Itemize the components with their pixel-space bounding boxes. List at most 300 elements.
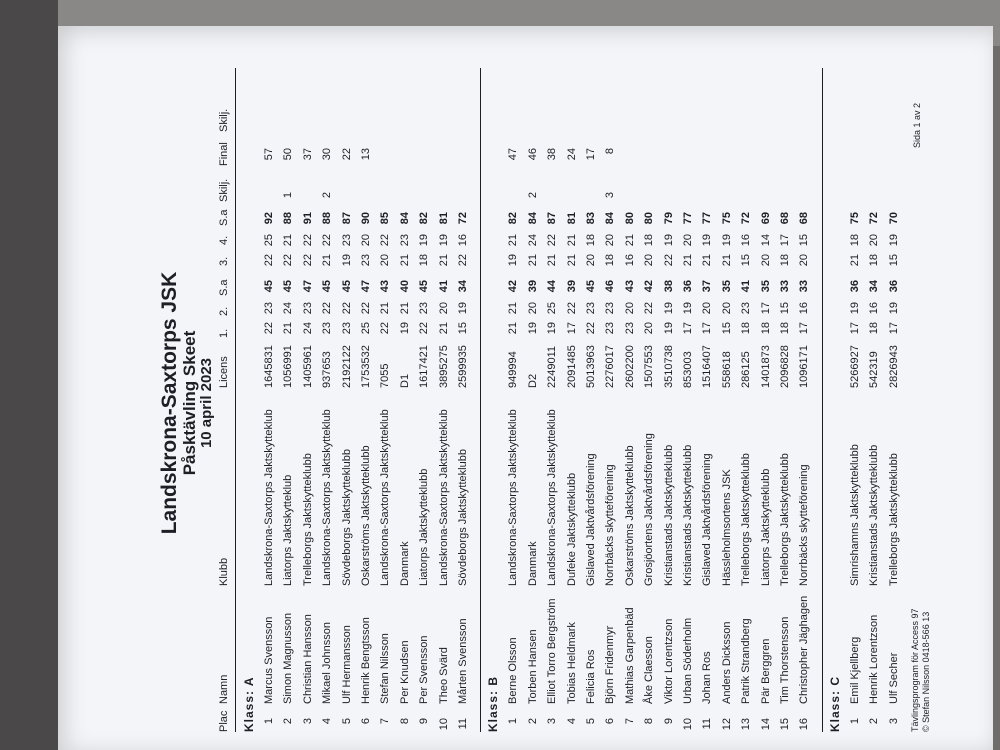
result-row: [263, 58, 282, 748]
cell-r3: 22: [457, 254, 469, 267]
cell-r2: 16: [798, 302, 811, 315]
cell-skilj: 2: [526, 192, 539, 199]
cell-klubb: Dufeke Jaktskytteklubb: [565, 472, 578, 586]
cell-r1: 23: [623, 322, 636, 335]
result-row: [779, 58, 798, 748]
cell-licens: 2826943: [887, 345, 900, 388]
cell-namn: Ulf Secher: [887, 652, 900, 704]
cell-r3: 22: [662, 254, 675, 267]
cell-sa1: 45: [321, 280, 334, 293]
cell-r1: 19: [662, 322, 675, 335]
footer-copyright: © Stefan Nilsson 0418-566 13: [921, 611, 931, 732]
cell-klubb: Norrbäcks skytteförening: [604, 464, 617, 586]
cell-plac: 10: [682, 718, 694, 731]
cell-plac: 2: [868, 718, 881, 725]
cell-r1: 25: [360, 322, 372, 335]
result-row: [282, 58, 301, 748]
cell-sa2: 81: [437, 212, 450, 225]
cell-skilj: 2: [321, 192, 334, 199]
cell-r3: 21: [682, 254, 694, 267]
cell-r4: 16: [740, 234, 753, 247]
cell-r1: 22: [585, 322, 597, 335]
cell-r3: 20: [643, 254, 656, 267]
cell-sa2: 77: [682, 212, 694, 225]
cell-r2: 23: [263, 302, 275, 315]
result-row: [507, 58, 526, 748]
cell-r2: 25: [546, 302, 559, 315]
cell-plac: 2: [526, 718, 539, 725]
cell-sa2: 77: [701, 212, 714, 225]
cell-sa1: 34: [457, 280, 469, 293]
cell-final: 8: [604, 148, 617, 155]
cell-plac: 3: [887, 718, 900, 725]
cell-sa2: 88: [282, 212, 295, 225]
class-heading: Klass: C: [827, 675, 842, 732]
cell-namn: Johan Ros: [701, 651, 714, 704]
cell-r2: 22: [643, 302, 656, 315]
cell-sa1: 38: [662, 280, 675, 293]
cell-klubb: Oskarströms Jaktskytteklubb: [623, 445, 636, 586]
cell-r3: 18: [604, 254, 617, 267]
cell-sa2: 80: [643, 212, 656, 225]
cell-licens: D1: [398, 373, 411, 388]
cell-r2: 22: [340, 302, 353, 315]
club-title: Landskrona-Saxtorps JSK: [158, 271, 181, 535]
result-row: [341, 58, 360, 748]
cell-sa1: 33: [798, 280, 811, 293]
cell-namn: Elliot Torro Bergström: [546, 598, 559, 704]
result-row: [527, 58, 546, 748]
cell-sa1: 36: [848, 280, 861, 293]
cell-plac: 11: [457, 718, 469, 730]
cell-r4: 20: [360, 234, 372, 247]
cell-r2: 17: [759, 302, 772, 315]
cell-r3: 21: [720, 254, 733, 267]
cell-r1: 21: [282, 322, 295, 335]
cell-licens: 5266927: [848, 345, 861, 388]
cell-namn: Berne Olsson: [507, 637, 520, 704]
cell-plac: 6: [360, 718, 372, 725]
cell-plac: 2: [282, 718, 295, 725]
col-r3: 3.: [218, 256, 230, 266]
cell-r2: 23: [604, 302, 617, 315]
cell-r4: 19: [720, 234, 733, 247]
result-row: [457, 58, 476, 748]
cell-r3: 21: [848, 254, 861, 267]
cell-skilj: 1: [282, 192, 295, 199]
cell-sa1: 45: [585, 280, 597, 293]
cell-r3: 19: [507, 254, 520, 267]
cell-sa1: 42: [507, 280, 520, 293]
cell-klubb: Trelleborgs Jaktskytteklubb: [301, 453, 314, 586]
cell-r3: 22: [263, 254, 275, 267]
cell-licens: 542319: [868, 351, 881, 388]
cell-r3: 21: [565, 254, 578, 267]
cell-klubb: Landskrona-Saxtorps Jaktskytteklub: [321, 409, 334, 586]
cell-r1: 18: [779, 322, 791, 335]
cell-sa2: 90: [360, 212, 372, 225]
result-row: [798, 58, 817, 748]
col-sa2: S.a: [218, 209, 230, 226]
cell-namn: Pär Berggren: [759, 638, 772, 704]
background-shadow: [0, 0, 58, 750]
cell-licens: 1507553: [643, 345, 656, 388]
cell-klubb: Sövdeborgs Jaktskytteklubb: [457, 449, 469, 586]
cell-licens: 1516407: [701, 345, 714, 388]
cell-r4: 21: [565, 234, 578, 247]
cell-plac: 9: [662, 718, 675, 725]
cell-namn: Torben Hansen: [526, 629, 539, 704]
cell-licens: 949994: [507, 351, 520, 388]
cell-r2: 20: [720, 302, 733, 315]
cell-sa1: 41: [740, 280, 753, 293]
result-row: [624, 58, 643, 748]
cell-plac: 1: [507, 718, 520, 725]
col-r4: 4.: [218, 235, 230, 245]
cell-sa2: 82: [418, 212, 431, 225]
result-row: [585, 58, 604, 748]
cell-klubb: Norrbäcks skytteförening: [798, 464, 811, 586]
header-rule: [235, 68, 236, 732]
cell-sa1: 37: [701, 280, 714, 293]
cell-r1: 19: [398, 322, 411, 335]
result-row: [643, 58, 662, 748]
cell-sa2: 72: [868, 212, 881, 225]
cell-r4: 18: [643, 234, 656, 247]
cell-plac: 12: [720, 718, 733, 731]
cell-final: 50: [282, 148, 295, 161]
cell-klubb: Danmark: [398, 541, 411, 586]
cell-r4: 16: [457, 234, 469, 247]
results-page: [72, 58, 932, 748]
cell-plac: 13: [740, 718, 753, 731]
cell-licens: 2276017: [604, 345, 617, 388]
col-namn: Namn: [218, 674, 230, 704]
cell-r2: 20: [701, 302, 714, 315]
cell-licens: 7055: [379, 363, 392, 388]
cell-r2: 22: [360, 302, 372, 315]
cell-final: 46: [526, 148, 539, 161]
cell-sa2: 83: [585, 212, 597, 225]
cell-r4: 18: [848, 234, 861, 247]
cell-r4: 21: [623, 234, 636, 247]
section-divider: [822, 68, 823, 732]
cell-plac: 5: [340, 718, 353, 725]
cell-sa1: 44: [546, 280, 559, 293]
cell-namn: Tobias Heldmark: [565, 622, 578, 704]
cell-r1: 18: [868, 322, 881, 335]
cell-r1: 15: [457, 322, 469, 335]
cell-r2: 24: [282, 302, 295, 315]
cell-r3: 21: [701, 254, 714, 267]
cell-plac: 8: [643, 718, 656, 725]
cell-namn: Björn Fridenmyr: [604, 625, 617, 704]
col-r1: 1.: [218, 328, 230, 338]
cell-r1: 23: [604, 322, 617, 335]
cell-licens: 2249011: [546, 345, 559, 388]
cell-klubb: Grosjöortens Jaktvårdsförening: [643, 433, 656, 586]
cell-final: 30: [321, 148, 334, 161]
class-heading: Klass: A: [242, 676, 256, 732]
result-row: [399, 58, 418, 748]
cell-licens: 1617421: [418, 345, 431, 388]
col-plac: Plac: [218, 710, 230, 732]
cell-r1: 18: [740, 322, 753, 335]
cell-licens: 1753532: [360, 345, 372, 388]
cell-r2: 19: [887, 302, 900, 315]
cell-r3: 22: [282, 254, 295, 267]
cell-r1: 22: [263, 322, 275, 335]
cell-klubb: Landskrona-Saxtorps Jaktskytteklub: [507, 409, 520, 586]
cell-r4: 19: [437, 234, 450, 247]
cell-namn: Mathias Garpenbäd: [623, 607, 636, 704]
cell-licens: 2599935: [457, 345, 469, 388]
cell-r2: 23: [418, 302, 431, 315]
cell-sa2: 69: [759, 212, 772, 225]
cell-plac: 10: [437, 718, 450, 731]
cell-plac: 9: [418, 718, 431, 725]
cell-sa2: 92: [263, 212, 275, 225]
cell-sa1: 45: [418, 280, 431, 293]
cell-final: 47: [507, 148, 520, 161]
cell-r2: 19: [682, 302, 694, 315]
cell-r1: 17: [682, 322, 694, 335]
cell-r1: 17: [565, 322, 578, 335]
cell-r3: 16: [623, 254, 636, 267]
event-date: 10 april 2023: [198, 357, 215, 449]
cell-r3: 18: [868, 254, 881, 267]
col-klubb: Klubb: [218, 557, 230, 586]
cell-licens: 853003: [682, 351, 694, 388]
col-final: Final: [218, 142, 230, 166]
cell-r1: 17: [887, 322, 900, 335]
cell-licens: 2192122: [340, 345, 353, 388]
cell-sa2: 88: [321, 212, 334, 225]
cell-sa1: 41: [437, 280, 450, 293]
cell-sa2: 87: [340, 212, 353, 225]
cell-sa2: 82: [507, 212, 520, 225]
cell-namn: Anders Dicksson: [720, 621, 733, 704]
cell-klubb: Hässleholmsortens JSK: [720, 469, 733, 586]
cell-r4: 19: [701, 234, 714, 247]
cell-final: 37: [301, 148, 314, 161]
cell-r3: 21: [526, 254, 539, 267]
cell-sa2: 84: [526, 212, 539, 225]
cell-sa2: 81: [565, 212, 578, 225]
cell-r1: 17: [848, 322, 861, 335]
cell-namn: Åke Claesson: [643, 636, 656, 704]
result-row: [663, 58, 682, 748]
cell-sa1: 35: [759, 280, 772, 293]
cell-r3: 15: [887, 254, 900, 267]
cell-r2: 21: [398, 302, 411, 315]
cell-namn: Per Svensson: [418, 635, 431, 704]
cell-r3: 20: [759, 254, 772, 267]
cell-sa2: 91: [301, 212, 314, 225]
cell-r2: 22: [565, 302, 578, 315]
cell-r2: 19: [848, 302, 861, 315]
cell-namn: Per Knudsen: [398, 640, 411, 704]
column-header: [218, 58, 234, 748]
cell-plac: 4: [565, 718, 578, 725]
cell-r1: 18: [759, 322, 772, 335]
cell-klubb: Liatorps Jaktskytteklubb: [418, 468, 431, 586]
cell-sa2: 70: [887, 212, 900, 225]
cell-sa1: 36: [887, 280, 900, 293]
cell-klubb: Trelleborgs Jaktskytteklubb: [740, 453, 753, 586]
cell-namn: Urban Söderholm: [682, 617, 694, 704]
cell-namn: Marcus Svensson: [263, 616, 275, 704]
cell-namn: Mikael Johnsson: [321, 622, 334, 704]
cell-licens: 1645831: [263, 345, 275, 388]
cell-licens: 5013963: [585, 345, 597, 388]
cell-r4: 21: [507, 234, 520, 247]
cell-klubb: Gislaved Jaktvårdsförening: [701, 453, 714, 586]
cell-plac: 14: [759, 718, 772, 731]
cell-r2: 19: [662, 302, 675, 315]
result-row: [701, 58, 720, 748]
cell-final: 17: [585, 148, 597, 161]
cell-r3: 23: [360, 254, 372, 267]
cell-plac: 3: [546, 718, 559, 725]
cell-klubb: Kristianstads Jaktskytteklubb: [682, 444, 694, 586]
cell-r3: 20: [379, 254, 392, 267]
cell-licens: 937653: [321, 351, 334, 388]
cell-klubb: Landskrona-Saxtorps Jaktskytteklub: [263, 409, 275, 586]
cell-sa2: 87: [546, 212, 559, 225]
cell-plac: 1: [848, 718, 861, 725]
cell-sa2: 79: [662, 212, 675, 225]
result-row: [302, 58, 321, 748]
cell-sa1: 45: [282, 280, 295, 293]
cell-namn: Viktor Lorentzson: [662, 618, 675, 704]
cell-licens: D2: [526, 373, 539, 388]
cell-sa1: 45: [340, 280, 353, 293]
cell-plac: 6: [604, 718, 617, 725]
result-row: [546, 58, 565, 748]
cell-r1: 24: [301, 322, 314, 335]
cell-plac: 7: [379, 718, 392, 725]
cell-sa1: 46: [604, 280, 617, 293]
cell-r1: 21: [507, 322, 520, 335]
cell-sa1: 43: [623, 280, 636, 293]
cell-r4: 17: [779, 234, 791, 247]
cell-r2: 21: [507, 302, 520, 315]
cell-sa2: 72: [457, 212, 469, 225]
class-heading: Klass: B: [486, 675, 501, 732]
cell-namn: Simon Magnusson: [282, 612, 295, 704]
cell-sa2: 85: [379, 212, 392, 225]
cell-r3: 15: [740, 254, 753, 267]
cell-skilj: 3: [604, 192, 617, 199]
cell-r3: 21: [437, 254, 450, 267]
cell-r2: 16: [868, 302, 881, 315]
cell-r3: 21: [398, 254, 411, 267]
cell-klubb: Kristianstads Jaktskytteklubb: [868, 444, 881, 586]
footer-page: Sida 1 av 2: [912, 102, 922, 148]
cell-sa1: 39: [526, 280, 539, 293]
event-title: Påsktävling Skeet: [180, 330, 199, 476]
col-skilj: Skilj.: [218, 178, 230, 202]
cell-r2: 20: [623, 302, 636, 315]
cell-licens: 2096828: [779, 345, 791, 388]
cell-final: 24: [565, 148, 578, 161]
cell-r4: 22: [301, 234, 314, 247]
cell-licens: 558618: [720, 351, 733, 388]
cell-namn: Theo Svärd: [437, 647, 450, 704]
cell-r4: 22: [546, 234, 559, 247]
cell-namn: Stefan Nilsson: [379, 633, 392, 704]
cell-final: 38: [546, 148, 559, 161]
cell-sa2: 84: [398, 212, 411, 225]
cell-klubb: Landskrona-Saxtorps Jaktskytteklub: [379, 409, 392, 586]
cell-sa1: 35: [720, 280, 733, 293]
cell-licens: 286125: [740, 351, 753, 388]
cell-namn: Christopher Jäghagen: [798, 595, 811, 704]
cell-sa2: 75: [720, 212, 733, 225]
cell-namn: Ulf Hermansson: [340, 625, 353, 704]
cell-r2: 23: [301, 302, 314, 315]
cell-r3: 18: [418, 254, 431, 267]
cell-sa1: 39: [565, 280, 578, 293]
cell-r2: 15: [779, 302, 791, 315]
cell-sa1: 42: [643, 280, 656, 293]
cell-r1: 19: [526, 322, 539, 335]
cell-licens: 3895275: [437, 345, 450, 388]
cell-r4: 19: [662, 234, 675, 247]
cell-r2: 23: [585, 302, 597, 315]
cell-klubb: Sövdeborgs Jaktskytteklubb: [340, 449, 353, 586]
cell-r1: 17: [701, 322, 714, 335]
cell-sa1: 47: [360, 280, 372, 293]
cell-r1: 20: [643, 322, 656, 335]
cell-sa2: 75: [848, 212, 861, 225]
cell-klubb: Kristianstads Jaktskytteklubb: [662, 444, 675, 586]
cell-r1: 23: [321, 322, 334, 335]
col-skilj2: Skilj.: [218, 108, 230, 132]
cell-r2: 22: [321, 302, 334, 315]
cell-namn: Henrik Lorentzson: [868, 614, 881, 704]
cell-plac: 11: [701, 718, 714, 730]
cell-r4: 25: [263, 234, 275, 247]
cell-plac: 15: [779, 718, 791, 731]
cell-namn: Emil Kjellberg: [848, 636, 861, 704]
cell-licens: 2091485: [565, 345, 578, 388]
cell-sa1: 34: [868, 280, 881, 293]
cell-r4: 19: [887, 234, 900, 247]
cell-sa2: 80: [623, 212, 636, 225]
result-row: [682, 58, 701, 748]
cell-licens: 1405961: [301, 345, 314, 388]
cell-r1: 22: [418, 322, 431, 335]
col-r2: 2.: [218, 306, 230, 316]
cell-r4: 20: [604, 234, 617, 247]
cell-sa2: 68: [798, 212, 811, 225]
result-row: [360, 58, 379, 748]
cell-namn: Tim Thorstensson: [779, 616, 791, 704]
cell-r4: 20: [682, 234, 694, 247]
cell-sa2: 84: [604, 212, 617, 225]
cell-sa2: 68: [779, 212, 791, 225]
cell-namn: Christian Hansson: [301, 614, 314, 704]
cell-klubb: Simrishamns Jaktskytteklubb: [848, 444, 861, 586]
cell-r4: 24: [526, 234, 539, 247]
cell-r1: 22: [379, 322, 392, 335]
cell-licens: 1401873: [759, 345, 772, 388]
col-sa1: S.a: [218, 279, 230, 296]
cell-r4: 19: [418, 234, 431, 247]
cell-r1: 17: [798, 322, 811, 335]
